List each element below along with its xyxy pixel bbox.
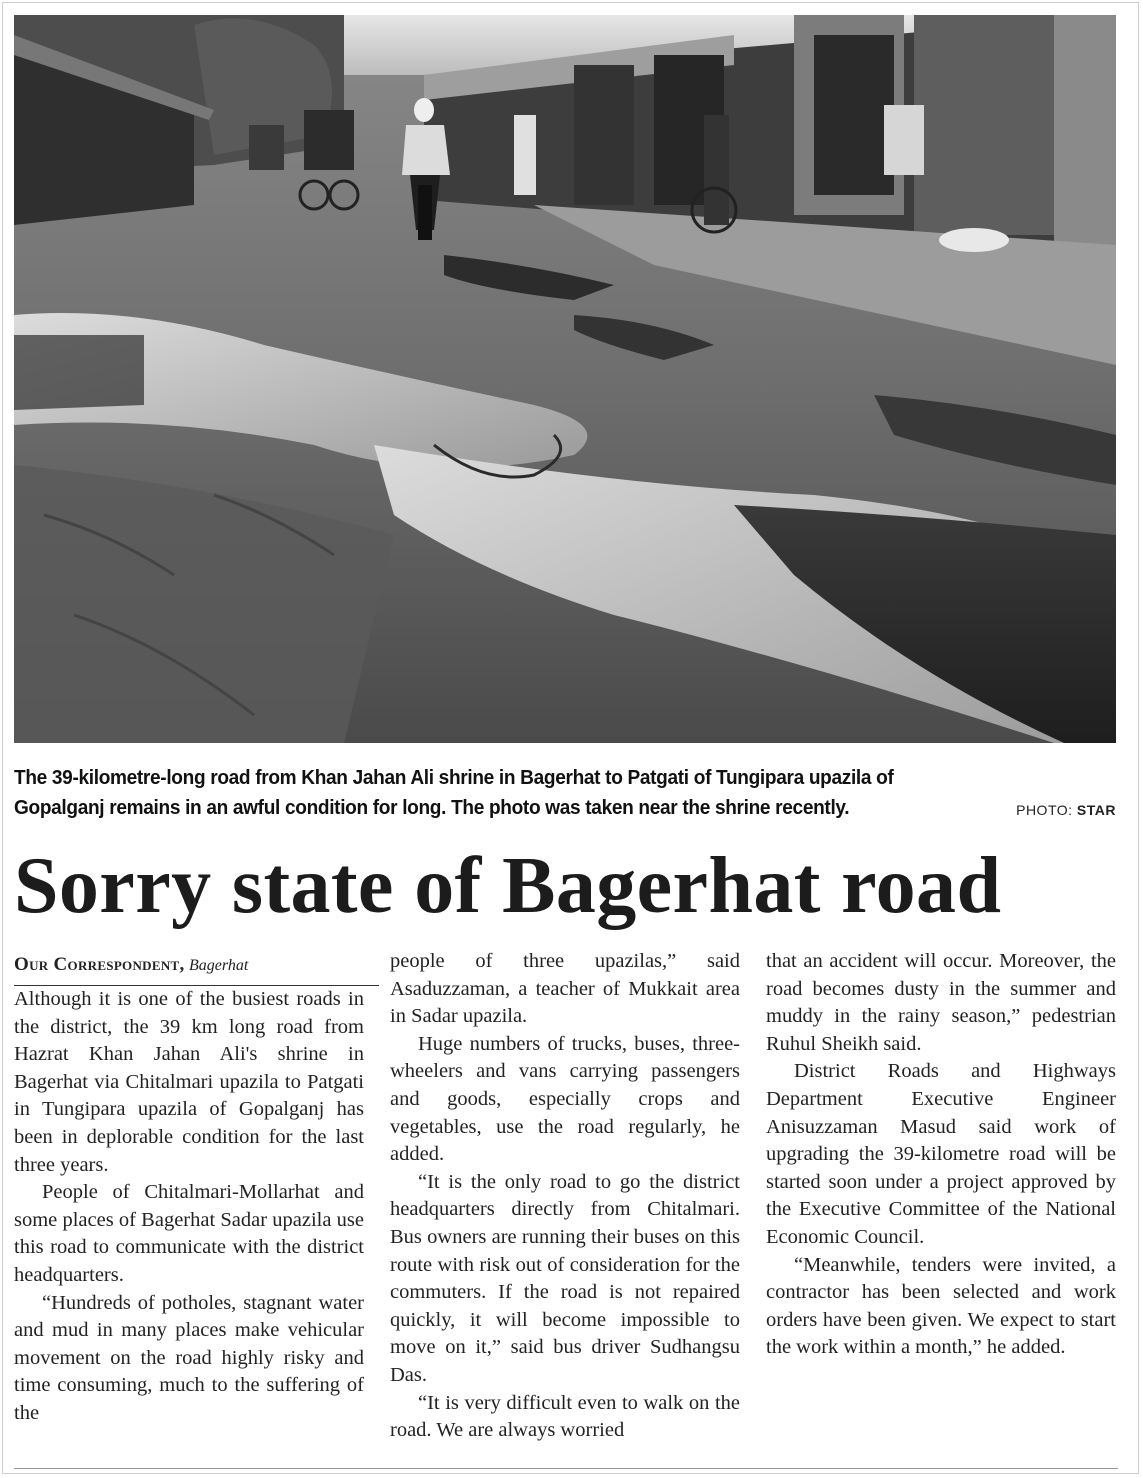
article-column-2 xyxy=(390,948,740,1445)
byline-author: Our Correspondent, xyxy=(14,954,185,975)
paragraph: “It is very difficult even to walk on the road. We are always worried xyxy=(390,1391,740,1442)
caption-line-1: The 39-kilometre-long road from Khan Jahan Ali shrine in Bagerhat to Patgati of Tungipara upazila of xyxy=(14,766,894,789)
bottom-rule xyxy=(14,1468,1118,1469)
paragraph: Although it is one of the busiest roads in the district, the 39 km long road from Hazrat Khan Jahan Ali's shrine in Bagerhat via Chitalmari upazila to Patgati in Tungipara upazila of Gopalganj has been in deplorable condition for the last three years. xyxy=(14,988,364,1176)
road-photo-illustration xyxy=(14,15,1116,743)
headline: Sorry state of Bagerhat road xyxy=(14,842,1002,930)
byline xyxy=(14,948,364,986)
paragraph: that an accident will occur. Moreover, the road becomes dusty in the summer and muddy in the rainy season,” pedestrian Ruhul Sheikh said. xyxy=(766,950,1116,1055)
caption-line-2: Gopalganj remains in an awful condition for long. The photo was taken near the shrine recently. xyxy=(14,796,850,819)
paragraph: “Hundreds of potholes, stagnant water and mud in many places make vehicular movement on the road highly risky and time consuming, much to the suffering of the xyxy=(14,1291,364,1424)
photo-credit-label: PHOTO: xyxy=(1016,802,1073,818)
paragraph: People of Chitalmari-Mollarhat and some places of Bagerhat Sadar upazila use this road to communicate with the district headquarters. xyxy=(14,1181,364,1286)
paragraph: people of three upazilas,” said Asaduzzaman, a teacher of Mukkait area in Sadar upazila. xyxy=(390,950,740,1028)
paragraph: District Roads and Highways Department Executive Engineer Anisuzzaman Masud said work of upgrading the 39-kilometre road will be started soon under a project approved by the Executive Committee of the National Economic Council. xyxy=(766,1060,1116,1248)
photo-credit-source: STAR xyxy=(1076,802,1116,818)
article-column-1 xyxy=(14,948,364,1428)
byline-rule xyxy=(14,985,379,986)
paragraph: Huge numbers of trucks, buses, three-wheelers and vans carrying passengers and goods, especially crops and vegetables, use the road regularly, he added. xyxy=(390,1032,740,1166)
article-column-3 xyxy=(766,948,1116,1362)
paragraph: “Meanwhile, tenders were invited, a contractor has been selected and work orders have been given. We expect to start the work within a month,” he added. xyxy=(766,1253,1116,1359)
byline-place: Bagerhat xyxy=(189,957,249,974)
paragraph: “It is the only road to go the district headquarters directly from Chitalmari. Bus owners are running their buses on this route with risk out of consideration for the commuters. If the road is not repaired quickly, it will become impossible to move on it,” said bus driver Sudhangsu Das. xyxy=(390,1170,740,1386)
news-photo xyxy=(14,15,1116,743)
photo-caption xyxy=(14,763,1116,823)
photo-credit xyxy=(1016,802,1116,818)
